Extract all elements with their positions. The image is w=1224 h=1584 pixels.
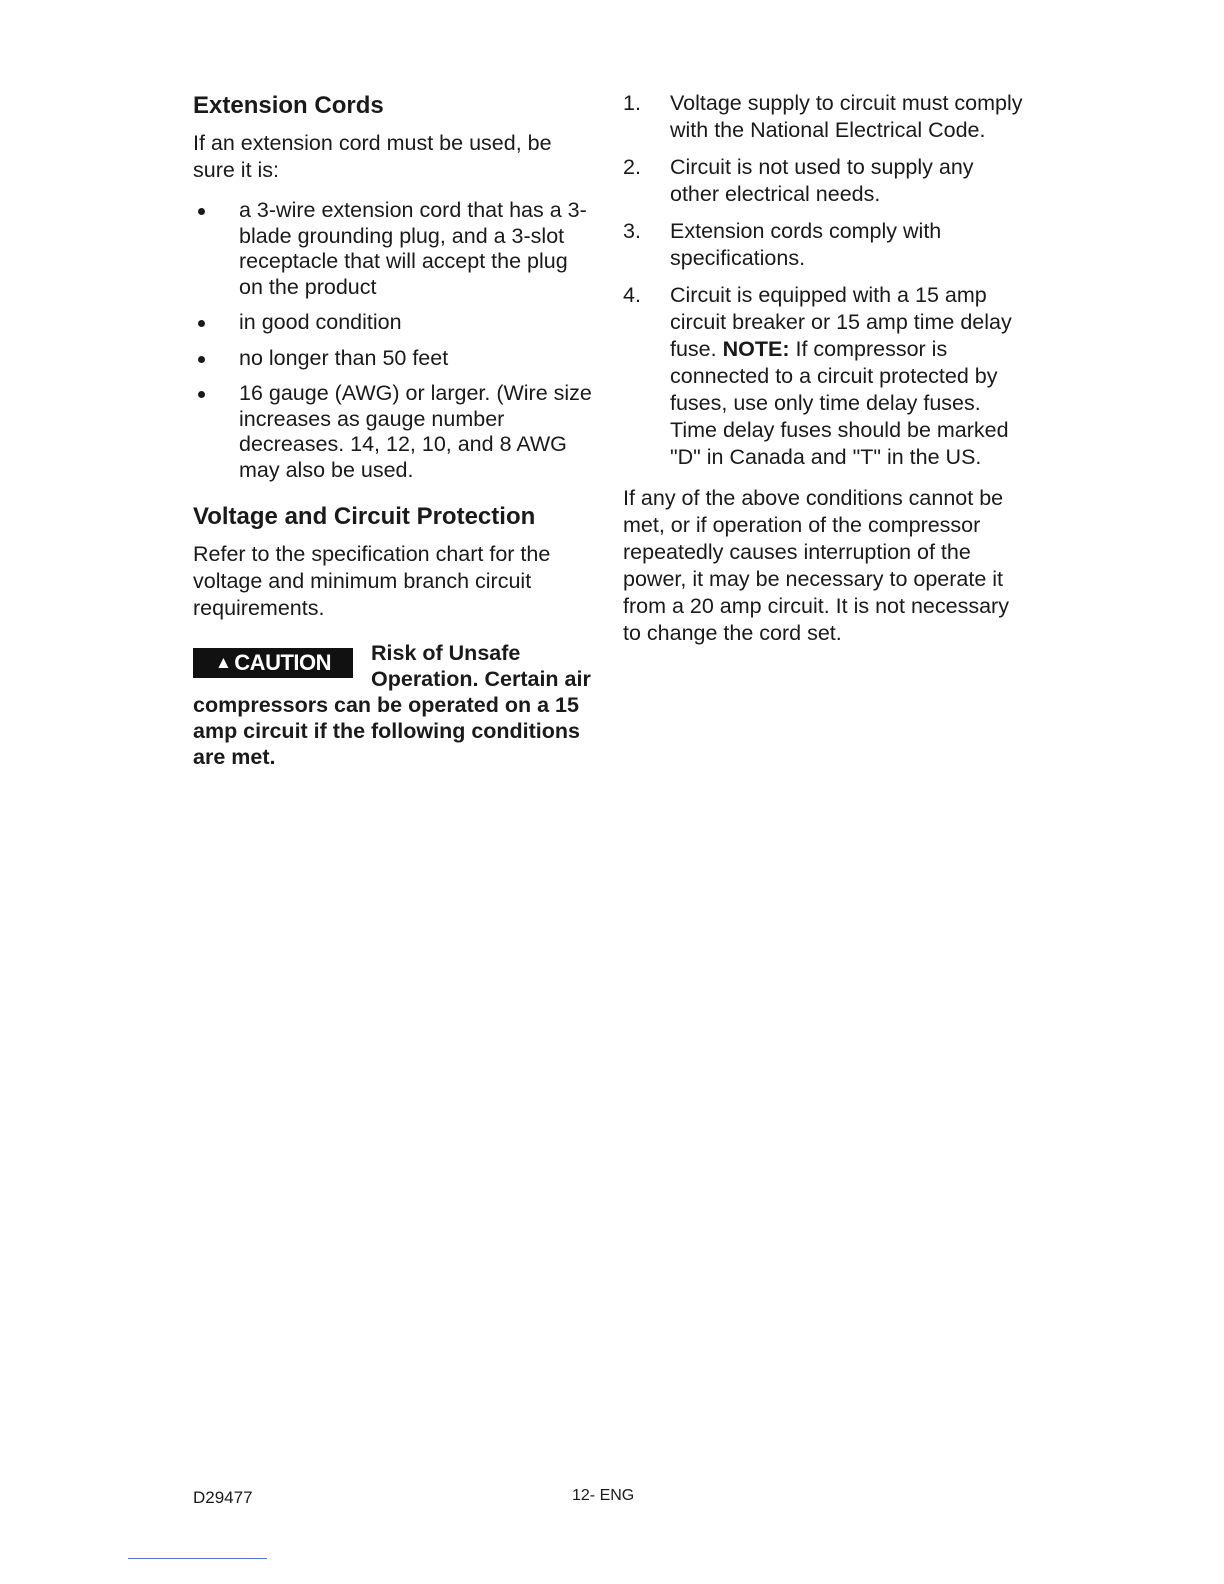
- heading-extension-cords: Extension Cords: [193, 92, 384, 119]
- caution-text: Risk of Unsafe Operation. Certain air compressors can be operated on a 15 amp circuit if the following conditions are met.: [193, 641, 591, 769]
- caution-block: [193, 640, 593, 770]
- list-item: in good condition: [193, 310, 593, 336]
- numbered-list: [623, 90, 1023, 471]
- bullet-icon: [198, 356, 205, 363]
- bullet-list: [193, 198, 593, 483]
- right-column: [623, 90, 1023, 647]
- bullet-icon: [198, 208, 205, 215]
- caution-badge: ▲ CAUTION: [193, 648, 353, 678]
- divider: [128, 1558, 267, 1559]
- bullet-icon: [198, 320, 205, 327]
- note-label: NOTE:: [722, 337, 790, 361]
- heading-voltage-circuit-protection: Voltage and Circuit Protection: [193, 503, 536, 530]
- list-item: 16 gauge (AWG) or larger. (Wire size increases as gauge number decreases. 14, 12, 10, and 8 AWG may also be used.: [193, 381, 593, 483]
- list-item: a 3-wire extension cord that has a 3-blade grounding plug, and a 3-slot receptacle that will accept the plug on the product: [193, 198, 593, 300]
- voltage-text: Refer to the specification chart for the voltage and minimum branch circuit requirements.: [193, 542, 551, 620]
- voltage-section: [193, 501, 593, 622]
- list-item: 4. Circuit is equipped with a 15 amp circuit breaker or 15 amp time delay fuse. NOTE: If compressor is connected to a circuit protected by fuses, use only time delay fuses. Time delay fuses should be marked "D" in Canada and "T" in the US.: [623, 283, 1012, 469]
- list-item: no longer than 50 feet: [193, 346, 593, 372]
- bullet-icon: [198, 391, 205, 398]
- note-text: If compressor is connected to a circuit protected by fuses, use only time delay fuses. Time delay fuses should be marked "D" in Canada and "T" in the US.: [670, 337, 1009, 469]
- document-code: D29477: [193, 1488, 253, 1507]
- page-number: 12- ENG: [572, 1487, 635, 1504]
- list-item: 1. Voltage supply to circuit must comply with the National Electrical Code.: [623, 91, 1023, 142]
- warning-triangle-icon: ▲: [214, 653, 232, 672]
- left-column: [193, 90, 593, 770]
- list-item: 3. Extension cords comply with specifications.: [623, 219, 942, 270]
- conditions-text: If any of the above conditions cannot be met, or if operation of the compressor repeatedly causes interruption of the power, it may be necessary to operate it from a 20 amp circuit. It is not necessary to change the cord set.: [623, 486, 1009, 645]
- intro-text: If an extension cord must be used, be sure it is:: [193, 131, 552, 182]
- list-item: 2. Circuit is not used to supply any other electrical needs.: [623, 155, 974, 206]
